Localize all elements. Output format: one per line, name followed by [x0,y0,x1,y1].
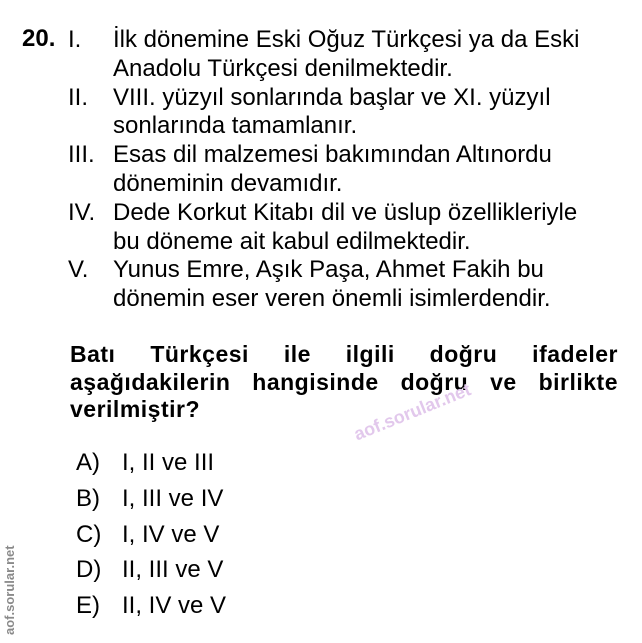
diagonal-watermark: aof.sorular.net [351,379,474,445]
statement-numeral: II. [68,83,89,111]
statement-text-line: Yunus Emre, Aşık Paşa, Ahmet Fakih bu [113,256,544,284]
statement-text-line: Anadolu Türkçesi denilmektedir. [113,54,453,82]
statement-numeral: III. [68,141,95,169]
statement-text-line: İlk dönemine Eski Oğuz Türkçesi ya da Eski [113,26,580,53]
option-text: II, IV ve V [122,592,227,620]
question-text-line-2: aşağıdakilerin hangisinde doğru ve birlikte [70,369,618,395]
question-number: 20. [22,25,56,52]
statement-text-line: Dede Korkut Kitabı dil ve üslup özellikleriyle [113,198,578,226]
side-watermark: aof.sorular.net [2,545,17,635]
statement-text-line: sonlarında tamamlanır. [113,112,358,140]
statement-text-line: Esas dil malzemesi bakımından Altınordu [113,141,552,169]
option-text: I, III ve IV [122,484,224,512]
statement-text-line: VIII. yüzyıl sonlarında başlar ve XI. yüzyıl [113,83,551,111]
option-text: I, IV ve V [122,520,220,548]
option-text: II, III ve V [122,556,224,584]
statement-numeral: V. [68,256,89,284]
option-letter: E) [76,592,100,620]
option-letter: C) [76,520,102,548]
option-letter: D) [76,556,102,584]
option-letter: B) [76,484,100,512]
option-letter: A) [76,449,100,476]
statement-text-line: dönemin eser veren önemli isimlerdendir. [113,285,551,313]
statement-text-line: döneminin devamıdır. [113,170,343,197]
statement-numeral: I. [68,26,82,53]
question-text-line-1: Batı Türkçesi ile ilgili doğru ifadeler [70,341,618,367]
statement-numeral: IV. [68,198,96,226]
statement-text-line: bu döneme ait kabul edilmektedir. [113,227,471,255]
option-text: I, II ve III [122,449,215,476]
question-text-line-3: verilmiştir? [70,396,200,422]
